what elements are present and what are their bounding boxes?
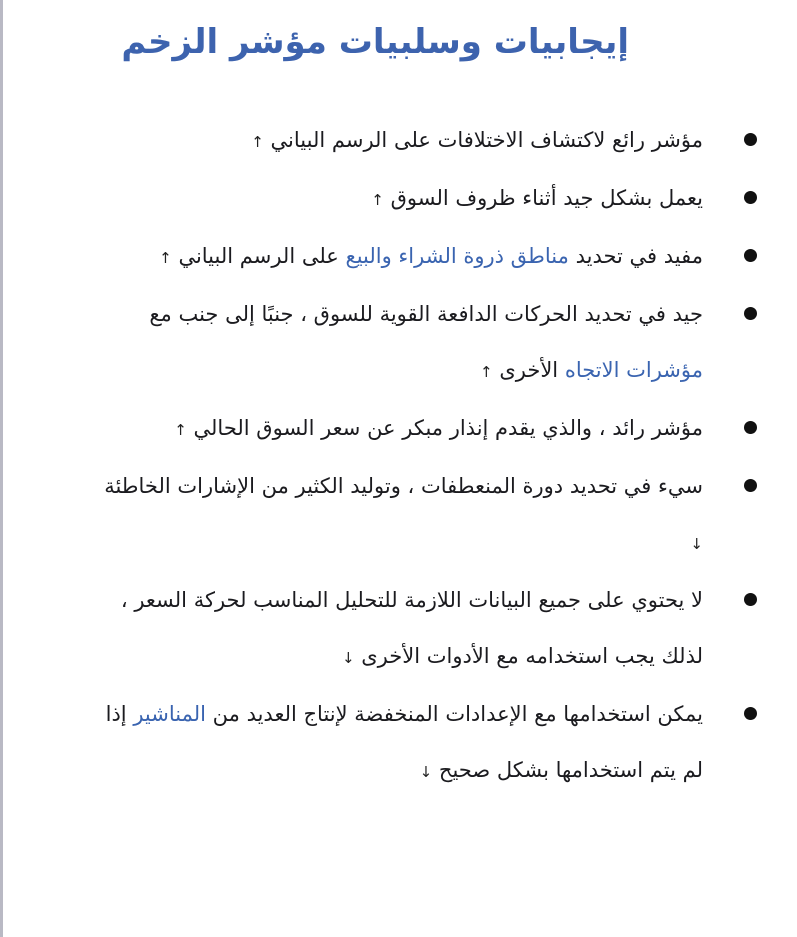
arrow-down-icon: ↓ — [690, 535, 703, 553]
item-text: سيء في تحديد دورة المنعطفات ، وتوليد الكثير من الإشارات الخاطئة — [104, 474, 703, 498]
bullet-dot-icon — [744, 307, 757, 320]
arrow-down-icon: ↓ — [341, 649, 355, 667]
bullet-dot-icon — [744, 593, 757, 606]
link-trend-indicators[interactable]: مؤشرات الاتجاه — [564, 358, 703, 382]
list-item — [79, 400, 759, 458]
arrow-up-icon: ↑ — [480, 363, 493, 381]
bullet-dot-icon — [744, 479, 757, 492]
arrow-up-icon: ↑ — [174, 421, 187, 439]
item-text: لا يحتوي على جميع البيانات اللازمة للتحليل المناسب لحركة السعر ، لذلك يجب استخدامه مع الأدوات الأخرى — [120, 588, 703, 668]
item-text: يعمل بشكل جيد أثناء ظروف السوق — [390, 186, 703, 210]
item-text: مفيد في تحديد — [575, 244, 703, 268]
item-text: على الرسم البياني — [178, 244, 339, 268]
item-text: جيد في تحديد الحركات الدافعة القوية للسوق ، جنبًا إلى جنب مع — [149, 302, 703, 326]
list-item — [79, 686, 759, 800]
bullet-dot-icon — [744, 249, 757, 262]
item-text: مؤشر رائد ، والذي يقدم إنذار مبكر عن سعر السوق الحالي — [193, 416, 703, 440]
left-border — [0, 0, 3, 937]
arrow-up-icon: ↑ — [371, 191, 384, 209]
list-item — [79, 286, 759, 400]
bullet-dot-icon — [744, 133, 757, 146]
item-text: الأخرى — [499, 358, 559, 382]
list-item — [79, 228, 759, 286]
item-text: مؤشر رائع لاكتشاف الاختلافات على الرسم البياني — [270, 128, 703, 152]
item-text: يمكن استخدامها مع الإعدادات المنخفضة لإنتاج العديد من — [212, 702, 703, 726]
list-item — [79, 572, 759, 686]
bullet-dot-icon — [744, 191, 757, 204]
list-item — [79, 170, 759, 228]
arrow-up-icon: ↑ — [251, 133, 264, 151]
bullet-dot-icon — [744, 421, 757, 434]
link-overbought-oversold[interactable]: مناطق ذروة الشراء والبيع — [345, 244, 569, 268]
link-wedges[interactable]: المناشير — [133, 702, 206, 726]
pros-cons-list — [79, 112, 759, 800]
arrow-down-icon: ↓ — [419, 763, 433, 781]
list-item — [79, 458, 759, 572]
bullet-dot-icon — [744, 707, 757, 720]
item-text: إذا لم يتم استخدامها بشكل صحيح — [105, 702, 703, 782]
arrow-up-icon: ↑ — [159, 249, 172, 267]
page-title: إيجابيات وسلبيات مؤشر الزخم — [121, 22, 629, 62]
list-item — [79, 112, 759, 170]
